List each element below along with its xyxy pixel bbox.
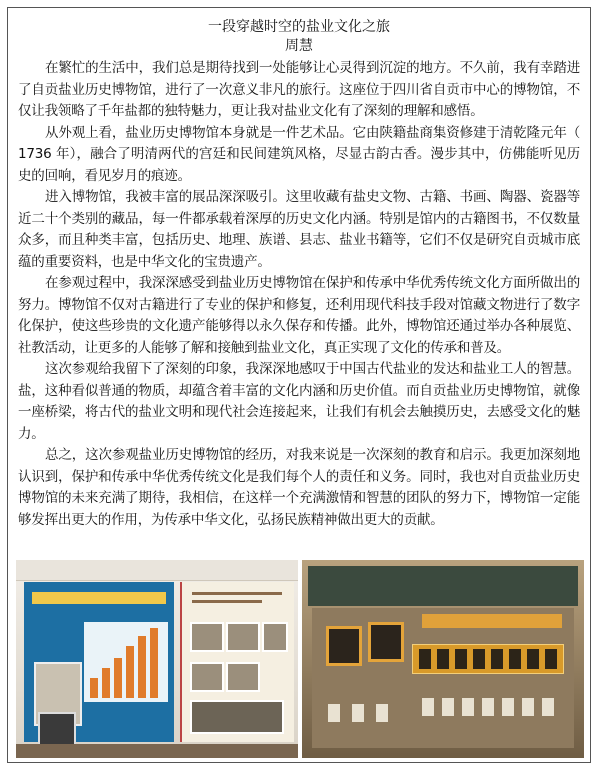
exhibit-board-photo (16, 560, 298, 758)
paragraph-6: 总之，这次参观盐业历史博物馆的经历，对我来说是一次深刻的教育和启示。我更加深刻地认识到，保护和传承中华优秀传统文化是我们每个人的责任和义务。同时，我也对自贡盐业历史博物馆的未来充满了期待，我相信，在这样一个充满激情和智慧的团队的努力下，博物馆一定能够发挥出更大的作用，为传承中华文化，弘扬民族精神做出更大的贡献。 (18, 447, 580, 528)
paragraph-2: 从外观上看，盐业历史博物馆本身就是一件艺术品。它由陕籍盐商集资修建于清乾隆元年（ 1736 年），融合了明清两代的宫廷和民间建筑风格，尽显古韵古香。漫步其中，仿佛能听见历史的回响，看见岁月的痕迹。 (18, 124, 580, 184)
document-page (7, 7, 591, 763)
paragraph-4: 在参观过程中，我深深感受到盐业历史博物馆在保护和传承中华优秀传统文化方面所做出的努力。博物馆不仅对古籍进行了专业的保护和修复，还利用现代科技手段对馆藏文物进行了数字化保护，使这些珍贵的文化遗产能够得以永久保存和传播。此外，博物馆还通过举办各种展览、社教活动，让更多的人能够了解和接触到盐业文化，真正实现了文化的传承和普及。 (18, 275, 580, 356)
display-case-photo (302, 560, 584, 758)
paragraph-5: 这次参观给我留下了深刻的印象，我深深地感叹于中国古代盐业的发达和盐业工人的智慧。盐，这种看似普通的物质，却蕴含着丰富的文化内涵和历史价值。而自贡盐业历史博物馆，就像一座桥梁，将古代的盐业文明和现代社会连接起来，让我们有机会去触摸历史，去感受文化的魅力。 (18, 361, 580, 442)
photo-strip (16, 560, 584, 758)
article-author: 周慧 (285, 38, 313, 54)
article-body (8, 58, 590, 531)
article-title: 一段穿越时空的盐业文化之旅 (208, 19, 390, 35)
paragraph-1: 在繁忙的生活中，我们总是期待找到一处能够让心灵得到沉淀的地方。不久前，我有幸踏进了自贡盐业历史博物馆，进行了一次意义非凡的旅行。这座位于四川省自贡市中心的博物馆，不仅让我领略了千年盐都的独特魅力，更让我对盐业文化有了深刻的理解和感悟。 (18, 60, 580, 119)
paragraph-3: 进入博物馆，我被丰富的展品深深吸引。这里收藏有盐史文物、古籍、书画、陶器、瓷器等近二十个类别的藏品，每一件都承载着深厚的历史文化内涵。特别是馆内的古籍图书，不仅数量众多，而且种类丰富，包括历史、地理、族谱、县志、盐业书籍等，它们不仅是研究自贡城市底蕴的重要资料，也是中华文化的宝贵遗产。 (18, 189, 580, 270)
